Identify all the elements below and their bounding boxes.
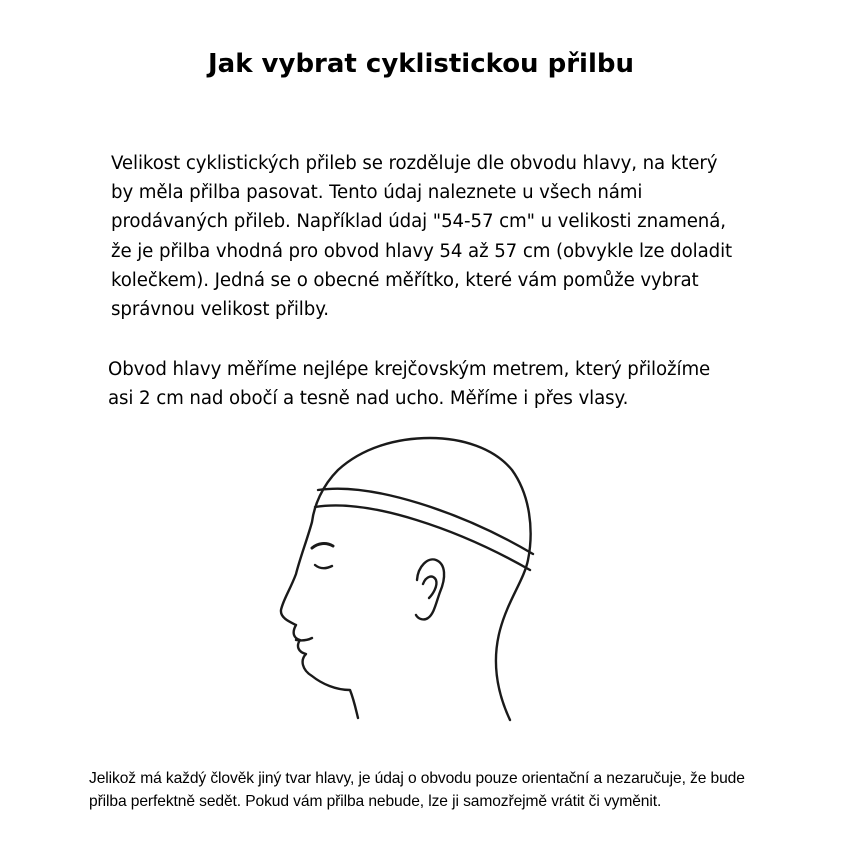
- page-title: Jak vybrat cyklistickou přilbu: [207, 49, 635, 79]
- ear: [416, 559, 444, 619]
- closed-eye: [315, 565, 332, 568]
- disclaimer-note: [89, 767, 745, 813]
- measuring-tape: [315, 489, 533, 570]
- paragraph-line: že je přilba vhodná pro obvod hlavy 54 až 57 cm (obvykle lze doladit: [111, 240, 733, 262]
- paragraph-line: by měla přilba pasovat. Tento údaj naleznete u všech námi: [111, 182, 643, 204]
- paragraph-line: kolečkem). Jedná se o obecné měřítko, které vám pomůže vybrat: [111, 269, 699, 291]
- eyebrow: [312, 544, 333, 548]
- paragraph-line: Velikost cyklistických přileb se rozděluje dle obvodu hlavy, na který: [111, 153, 718, 174]
- mouth: [296, 638, 312, 640]
- paragraph-line: prodávaných přileb. Například údaj "54-57 cm" u velikosti znamená,: [111, 211, 726, 233]
- note-line: přilba perfektně sedět. Pokud vám přilba nebude, lze ji samozřejmě vrátit či vyměnit.: [89, 793, 662, 810]
- size-explanation-paragraph: [111, 149, 732, 324]
- paragraph-line: správnou velikost přilby.: [111, 299, 329, 321]
- note-line: Jelikož má každý člověk jiný tvar hlavy, je údaj o obvodu pouze orientační a nezaručuje, že bude: [89, 770, 745, 787]
- paragraph-line: asi 2 cm nad obočí a tesně nad ucho. Měříme i přes vlasy.: [108, 388, 629, 410]
- head-outline: [281, 438, 531, 720]
- measurement-instructions-paragraph: [108, 355, 710, 413]
- paragraph-line: Obvod hlavy měříme nejlépe krejčovským metrem, který přiložíme: [108, 359, 711, 380]
